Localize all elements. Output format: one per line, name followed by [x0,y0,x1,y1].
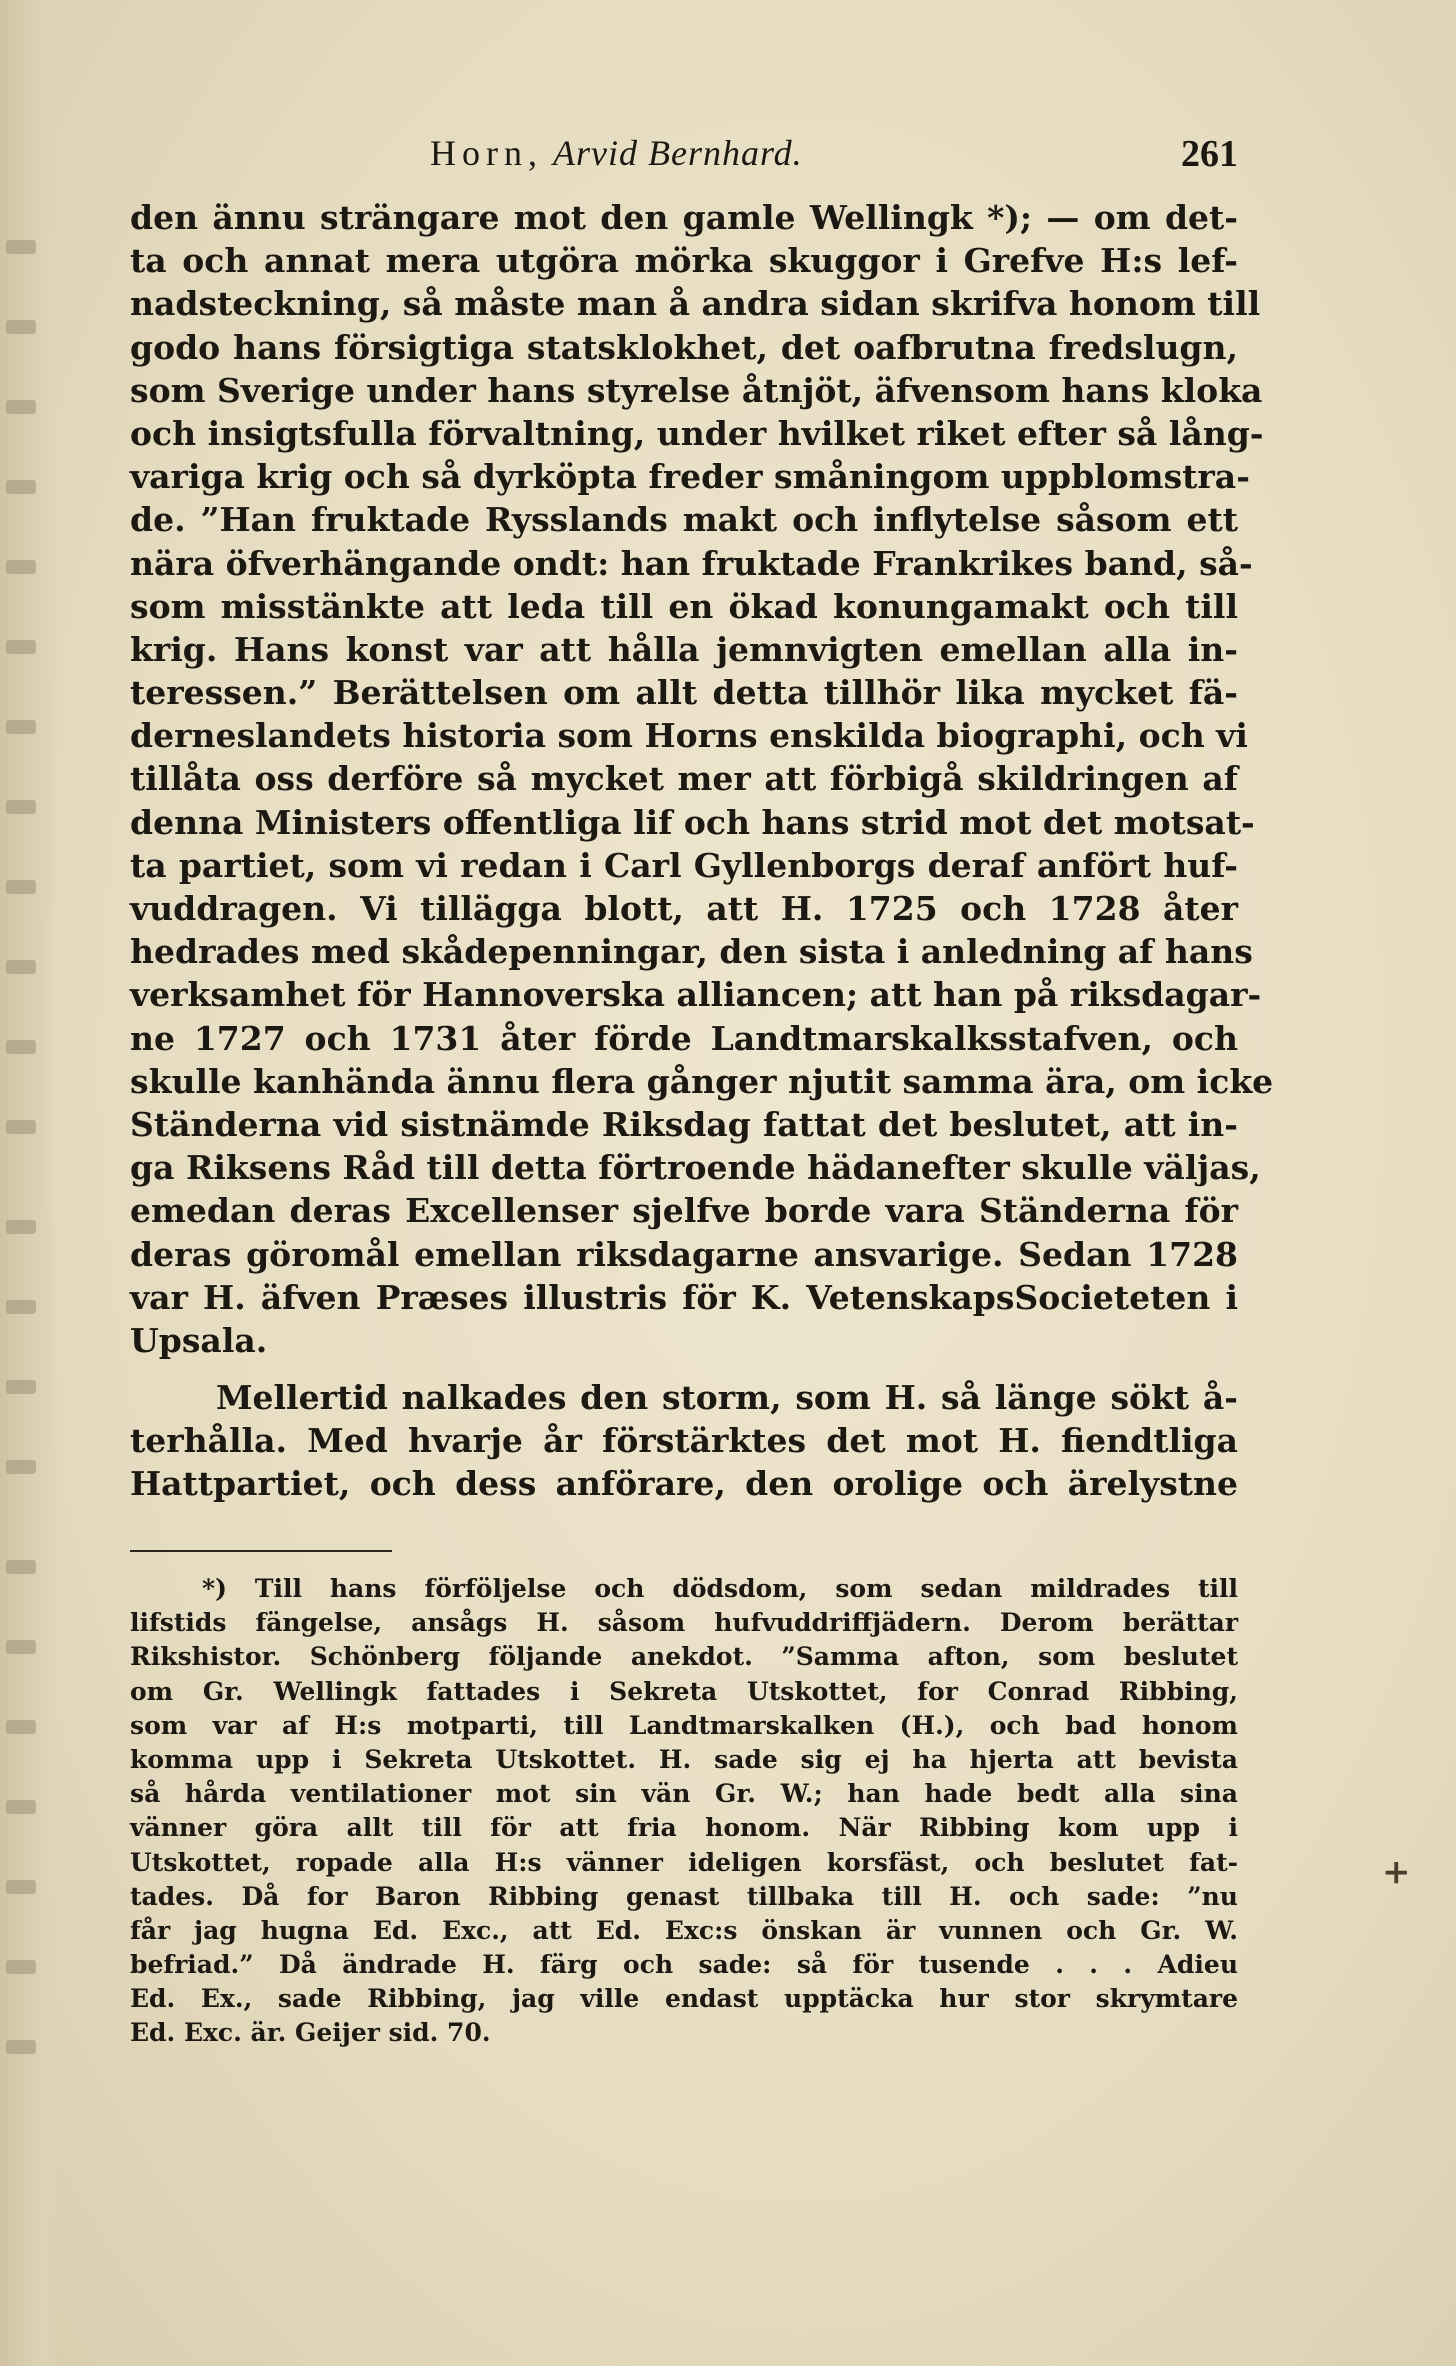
header-given-names: Arvid Bernhard. [553,133,803,173]
page-number: 261 [1181,133,1238,175]
text-line: terhålla. Med hvarje år förstärktes det mot H. fiendtliga [130,1421,1238,1461]
text-line: tillåta oss derföre så mycket mer att förbigå skildringen af [130,759,1238,799]
text-line: teressen.” Berättelsen om allt detta tillhör lika mycket fä- [130,673,1238,713]
text-line: derneslandets historia som Horns enskilda biographi, och vi [130,716,1248,756]
text-line: skulle kanhända ännu flera gånger njutit samma ära, om icke [130,1061,1274,1101]
text-line: godo hans försigtiga statsklokhet, det oafbrutna fredslugn, [130,327,1238,367]
bleed-through-mark [6,960,36,974]
bleed-through-mark [6,1220,36,1234]
text-line: Upsala. [130,1320,268,1360]
binding-gutter [0,0,60,2366]
footnote-line: om Gr. Wellingk fattades i Sekreta Utskottet, for Conrad Ribbing, [130,1676,1238,1706]
text-line: som Sverige under hans styrelse åtnjöt, äfvensom hans kloka [130,370,1263,410]
text-line: Ständerna vid sistnämde Riksdag fattat det beslutet, att in- [130,1104,1238,1144]
text-line: och insigtsfulla förvaltning, under hvilket riket efter så lång- [130,413,1264,453]
text-line: som misstänkte att leda till en ökad konungamakt och till [130,586,1238,626]
text-line: emedan deras Excellenser sjelfve borde vara Ständerna för [130,1191,1238,1231]
footnote-line: får jag hugna Ed. Exc., att Ed. Exc:s önskan är vunnen och Gr. W. [130,1915,1238,1945]
text-line: Mellertid nalkades den storm, som H. så länge sökt å- [216,1378,1238,1418]
footnote-rule [130,1550,392,1552]
bleed-through-mark [6,1300,36,1314]
bleed-through-mark [6,640,36,654]
bleed-through-mark [6,400,36,414]
text-line: nadsteckning, så måste man å andra sidan skrifva honom till [130,284,1261,324]
footnote-line: komma upp i Sekreta Utskottet. H. sade sig ej ha hjerta att bevista [130,1744,1238,1774]
bleed-through-mark [6,800,36,814]
footnote-line: Rikshistor. Schönberg följande anekdot. ”Samma afton, som beslutet [130,1642,1238,1672]
text-line: verksamhet för Hannoverska alliancen; att han på riksdagar- [130,975,1262,1015]
text-line: Hattpartiet, och dess anförare, den orolige och ärelystne [130,1464,1238,1504]
bleed-through-mark [6,720,36,734]
text-line: ne 1727 och 1731 åter förde Landtmarskalksstafven, och [130,1018,1238,1058]
bleed-through-mark [6,1640,36,1654]
bleed-through-mark [6,1560,36,1574]
footnote-line: befriad.” Då ändrade H. färg och sade: så för tusende . . . Adieu [130,1950,1238,1980]
text-line: ta och annat mera utgöra mörka skuggor i Grefve H:s lef- [130,241,1238,281]
footnote-line: så hårda ventilationer mot sin vän Gr. W.; han hade bedt alla sina [130,1779,1238,1809]
text-line: denna Ministers offentliga lif och hans strid mot det motsat- [130,802,1255,842]
text-line: deras göromål emellan riksdagarne ansvarige. Sedan 1728 [130,1234,1238,1274]
bleed-through-mark [6,1460,36,1474]
footnote-line: *) Till hans förföljelse och dödsdom, som sedan mildrades till [202,1574,1238,1603]
header-surname: Horn, [430,133,543,173]
text-line: den ännu strängare mot den gamle Wellingk *); — om det- [130,198,1238,237]
footnote [130,1572,1238,2051]
bleed-through-mark [6,1720,36,1734]
bleed-through-mark [6,2040,36,2054]
bleed-through-mark [6,240,36,254]
bleed-through-mark [6,1380,36,1394]
main-text [130,196,1274,1506]
bleed-through-mark [6,320,36,334]
text-line: ga Riksens Råd till detta förtroende hädanefter skulle väljas, [130,1148,1261,1188]
text-line: nära öfverhängande ondt: han fruktade Frankrikes band, så- [130,543,1253,583]
text-line: vuddragen. Vi tillägga blott, att H. 1725 och 1728 åter [130,889,1238,928]
text-line: krig. Hans konst var att hålla jemnvigten emellan alla in- [130,629,1238,669]
bleed-through-mark [6,1880,36,1894]
text-line: ta partiet, som vi redan i Carl Gyllenborgs deraf anfört huf- [130,845,1238,885]
running-header [130,132,1238,192]
margin-mark: + [1382,1852,1411,1892]
text-line: hedrades med skådepenningar, den sista i anledning af hans [130,932,1253,972]
text-line: de. ”Han fruktade Rysslands makt och inflytelse såsom ett [130,500,1238,540]
footnote-line: lifstids fängelse, ansågs H. såsom hufvuddriffjädern. Derom berättar [130,1608,1238,1638]
footnote-line: Utskottet, ropade alla H:s vänner ideligen korsfäst, och beslutet fat- [130,1847,1238,1877]
footnote-line: Ed. Exc. är. Geijer sid. 70. [130,2018,491,2048]
footnote-line: som var af H:s motparti, till Landtmarskalken (H.), och bad honom [130,1710,1238,1740]
footnote-line: Ed. Ex., sade Ribbing, jag ville endast upptäcka hur stor skrymtare [130,1984,1238,2014]
bleed-through-mark [6,880,36,894]
running-title [430,132,803,174]
bleed-through-mark [6,560,36,574]
bleed-through-mark [6,1120,36,1134]
paragraph-2 [130,1376,1238,1506]
footnote-line: vänner göra allt till för att fria honom. När Ribbing kom upp i [130,1813,1238,1843]
bleed-through-mark [6,1800,36,1814]
text-line: var H. äfven Præses illustris för K. VetenskapsSocieteten i [130,1277,1238,1317]
footnote-line: tades. Då for Baron Ribbing genast tillbaka till H. och sade: ”nu [130,1881,1238,1911]
bleed-through-mark [6,1960,36,1974]
bleed-through-mark [6,1040,36,1054]
bleed-through-mark [6,480,36,494]
paragraph-1 [130,196,1274,1362]
text-line: variga krig och så dyrköpta freder småningom uppblomstra- [130,457,1250,497]
